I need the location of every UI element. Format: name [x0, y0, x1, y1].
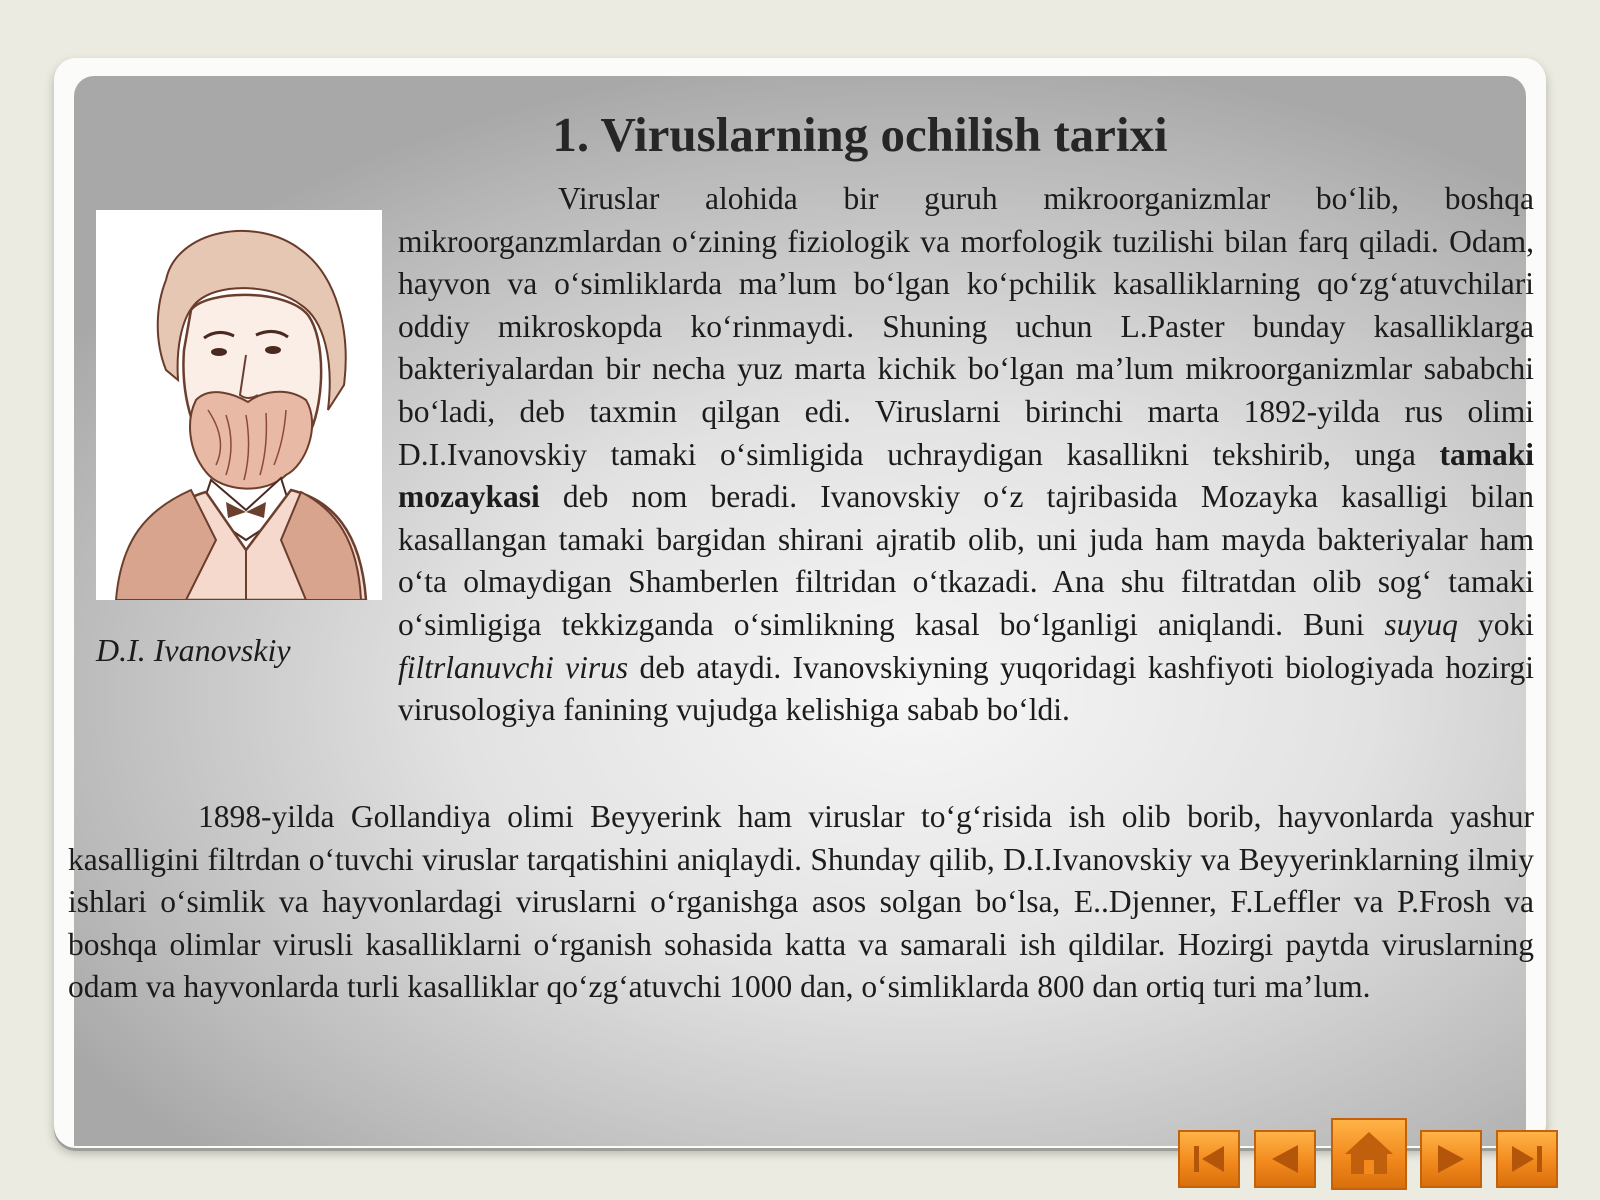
first-slide-button[interactable] — [1178, 1130, 1240, 1188]
paragraph-discovery-text-4: deb ataydi. Ivanovskiyning yuqoridagi kashfiyoti biologiyada hozirgi virusologiya fanining vujudga kelishiga sabab bo‘ldi. — [398, 649, 1534, 728]
filterable-virus-term: filtrlanuvchi virus — [398, 649, 629, 685]
tobacco-mosaic-term: tamaki mozaykasi — [398, 436, 1534, 515]
last-slide-icon — [1498, 1132, 1556, 1186]
paragraph-beijerinck: 1898-yilda Gollandiya olimi Beyyerink ham viruslar to‘g‘risida ish olib borib, hayvonlarda yashur kasalligini filtrdan o‘tuvchi viruslar tarqatishini aniqlaydi. Shunday qilib, D.I.Ivanovskiy va Beyyerinklarning ilmiy ishlari o‘simlik va hayvonlardagi viruslarni o‘rganishga asos solgan bo‘lsa, E..Djenner, F.Leffler va P.Frosh va boshqa olimlar virusli kasalliklarni o‘rganish sohasida katta va samarali ish qildilar. Hozirgi paytda viruslarning odam va hayvonlarda turli kasalliklar qo‘zg‘atuvchi 1000 dan, o‘simliklarda 800 dan ortiq turi ma’lum. — [68, 799, 1534, 1005]
ivanovskiy-portrait — [96, 210, 382, 600]
paragraph-discovery — [398, 178, 1534, 732]
paragraph-discovery-text-1: Viruslar alohida bir guruh mikroorganizmlar bo‘lib, boshqa mikroorganzmlardan o‘zining fiziologik va morfologik tuzilishi bilan farq qiladi. Odam, hayvon va o‘simliklarda ma’lum bo‘lgan ko‘pchilik kasalliklarning qo‘zg‘atuvchilari oddiy mikroskopda ko‘rinmaydi. Shuning uchun L.Paster bunday kasalliklarga bakteriyalardan bir necha yuz marta kichik bo‘lgan ma’lum mikroorganizmlar sababchi bo‘ladi, deb taxmin qilgan edi. Viruslarni birinchi marta 1892-yilda rus olimi D.I.Ivanovskiy tamaki o‘simligida uchraydigan kasallikni tekshirib, unga — [398, 181, 1534, 472]
previous-slide-button[interactable] — [1254, 1130, 1316, 1188]
liquid-term: suyuq — [1384, 606, 1458, 642]
slide-title: 1. Viruslarning ochilish tarixi — [552, 107, 1168, 162]
first-slide-icon — [1180, 1132, 1238, 1186]
previous-slide-icon — [1256, 1132, 1314, 1186]
home-button[interactable] — [1331, 1118, 1407, 1190]
portrait-caption: D.I. Ivanovskiy — [96, 632, 291, 668]
paragraph-discovery-text-2: deb nom beradi. Ivanovskiy o‘z tajribasida Mozayka kasalligi bilan kasallangan tamaki bargidan shirani ajratib olib, uni juda ham mayda bakteriyalar ham o‘ta olmaydigan Shamberlen filtridan o‘tkazadi. Ana shu filtratdan olib sog‘ tamaki o‘simligiga tekkizganda o‘simlikning kasal bo‘lganligi aniqlandi. Buni — [398, 479, 1534, 642]
next-slide-icon — [1422, 1132, 1480, 1186]
home-icon — [1333, 1120, 1405, 1188]
last-slide-button[interactable] — [1496, 1130, 1558, 1188]
paragraph-discovery-text-3: yoki — [1457, 606, 1534, 642]
next-slide-button[interactable] — [1420, 1130, 1482, 1188]
